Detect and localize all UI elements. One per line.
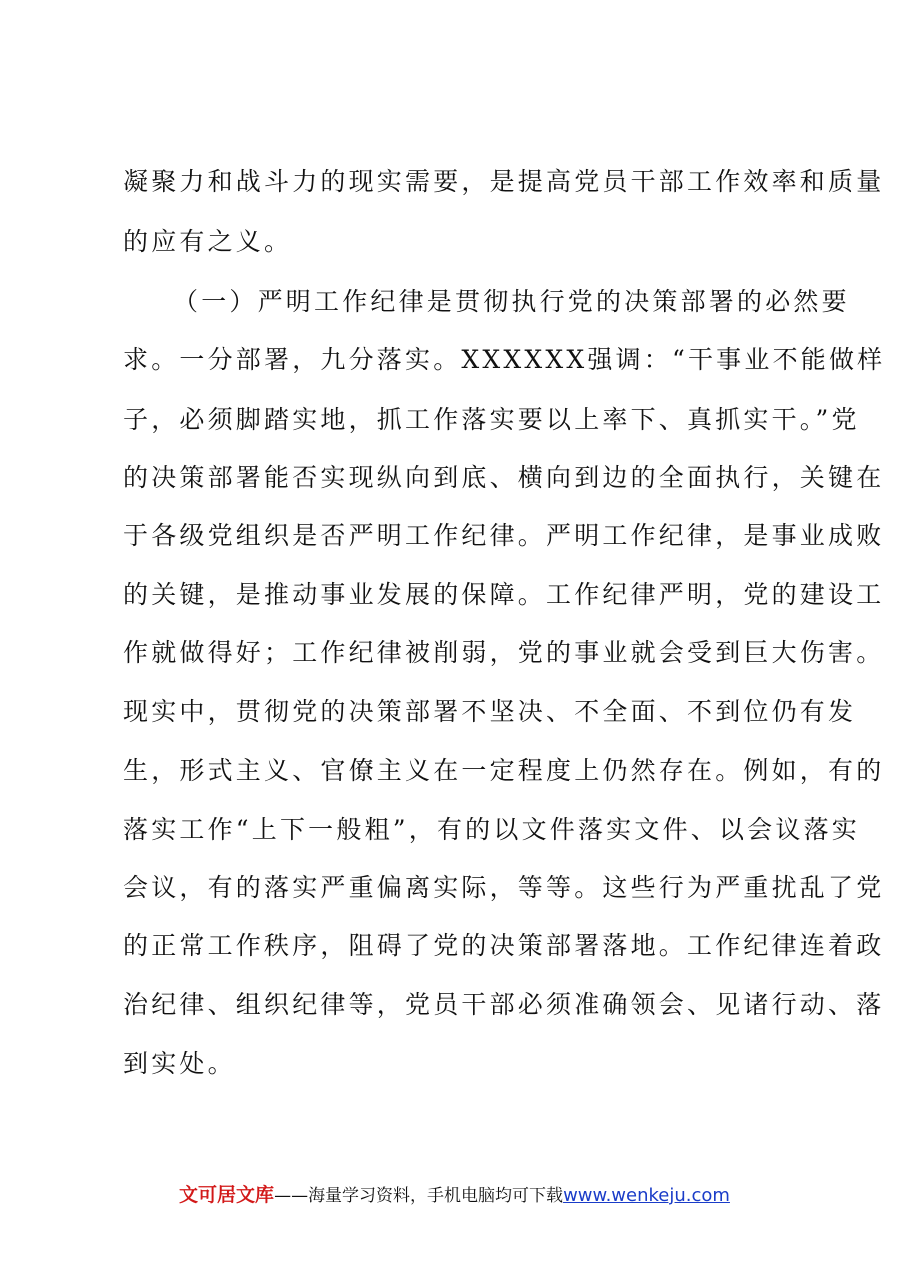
- body-text-line: 子，必须脚踏实地，抓工作落实要以上率下、真抓实干。”党: [123, 405, 860, 434]
- body-text-line: 的关键，是推动事业发展的保障。工作纪律严明，党的建设工: [123, 580, 885, 609]
- footer-banner: [0, 1182, 909, 1209]
- body-text-line: 治纪律、组织纪律等，党员干部必须准确领会、见诸行动、落: [123, 990, 885, 1019]
- body-text-line: 生，形式主义、官僚主义在一定程度上仍然存在。例如，有的: [123, 756, 885, 785]
- body-text-line: 求。一分部署，九分落实。XXXXXX强调：“干事业不能做样: [123, 345, 886, 374]
- body-text-line: 落实工作“上下一般粗”，有的以文件落实文件、以会议落实: [123, 815, 860, 844]
- body-text-line: 凝聚力和战斗力的现实需要，是提高党员干部工作效率和质量: [123, 167, 885, 196]
- body-text-line: 的应有之义。: [123, 227, 293, 256]
- body-text-line: 会议，有的落实严重偏离实际，等等。这些行为严重扰乱了党: [123, 873, 885, 902]
- footer-brand: 文可居文库: [179, 1184, 275, 1206]
- body-text-line: 现实中，贯彻党的决策部署不坚决、不全面、不到位仍有发: [123, 697, 857, 726]
- body-text-line: 作就做得好；工作纪律被削弱，党的事业就会受到巨大伤害。: [123, 638, 885, 667]
- body-text-line: 到实处。: [123, 1049, 236, 1078]
- body-text-line: 的正常工作秩序，阻碍了党的决策部署落地。工作纪律连着政: [123, 931, 885, 960]
- body-text-line: 的决策部署能否实现纵向到底、横向到边的全面执行，关键在: [123, 463, 885, 492]
- section-heading-line: （一）严明工作纪律是贯彻执行党的决策部署的必然要: [173, 287, 850, 316]
- body-text-line: 于各级党组织是否严明工作纪律。严明工作纪律，是事业成败: [123, 521, 885, 550]
- footer-site-link[interactable]: www.wenkeju.com: [563, 1185, 730, 1206]
- footer-tagline: ——海量学习资料，手机电脑均可下载: [274, 1186, 564, 1206]
